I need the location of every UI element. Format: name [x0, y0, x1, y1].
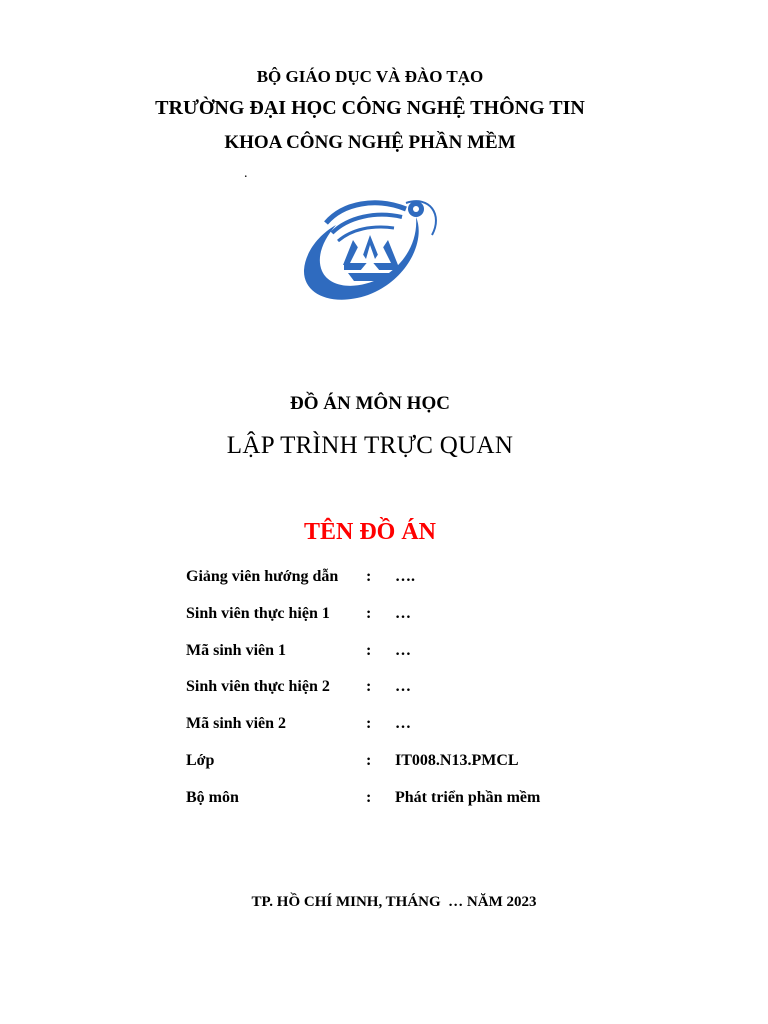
- info-colon: :: [366, 568, 372, 585]
- info-label: Sinh viên thực hiện 2: [186, 678, 330, 696]
- info-colon: :: [366, 715, 372, 733]
- info-value: …: [395, 604, 411, 622]
- info-label: Mã sinh viên 1: [186, 641, 287, 659]
- info-value: …: [395, 678, 411, 696]
- ministry-heading: BỘ GIÁO DỤC VÀ ĐÀO TẠO: [256, 67, 484, 86]
- info-value: …: [395, 641, 411, 659]
- info-value: …: [395, 715, 411, 733]
- footer-place-date: TP. HỒ CHÍ MINH, THÁNG … NĂM 2023: [251, 894, 537, 910]
- info-colon: :: [366, 788, 372, 806]
- university-heading: TRƯỜNG ĐẠI HỌC CÔNG NGHỆ THÔNG TIN: [155, 97, 585, 119]
- faculty-heading: KHOA CÔNG NGHỆ PHẦN MỀM: [224, 132, 516, 153]
- project-title-heading: TÊN ĐỒ ÁN: [303, 519, 436, 545]
- info-label: Bộ môn: [186, 788, 239, 806]
- info-label: Giảng viên hướng dẫn: [186, 568, 339, 585]
- info-value: Phát triển phần mềm: [395, 788, 541, 806]
- info-colon: :: [366, 678, 372, 696]
- info-label: Sinh viên thực hiện 1: [186, 604, 330, 622]
- course-kind-heading: ĐỒ ÁN MÔN HỌC: [290, 393, 450, 414]
- stray-dot: .: [244, 166, 248, 181]
- info-colon: :: [366, 641, 372, 659]
- info-colon: :: [366, 604, 372, 622]
- course-name-heading: LẬP TRÌNH TRỰC QUAN: [226, 432, 514, 459]
- info-label: Lớp: [186, 751, 215, 769]
- university-logo-icon: [298, 195, 443, 305]
- info-value: IT008.N13.PMCL: [395, 751, 519, 769]
- info-colon: :: [366, 751, 372, 769]
- info-label: Mã sinh viên 2: [186, 715, 287, 733]
- info-value: ….: [395, 568, 415, 585]
